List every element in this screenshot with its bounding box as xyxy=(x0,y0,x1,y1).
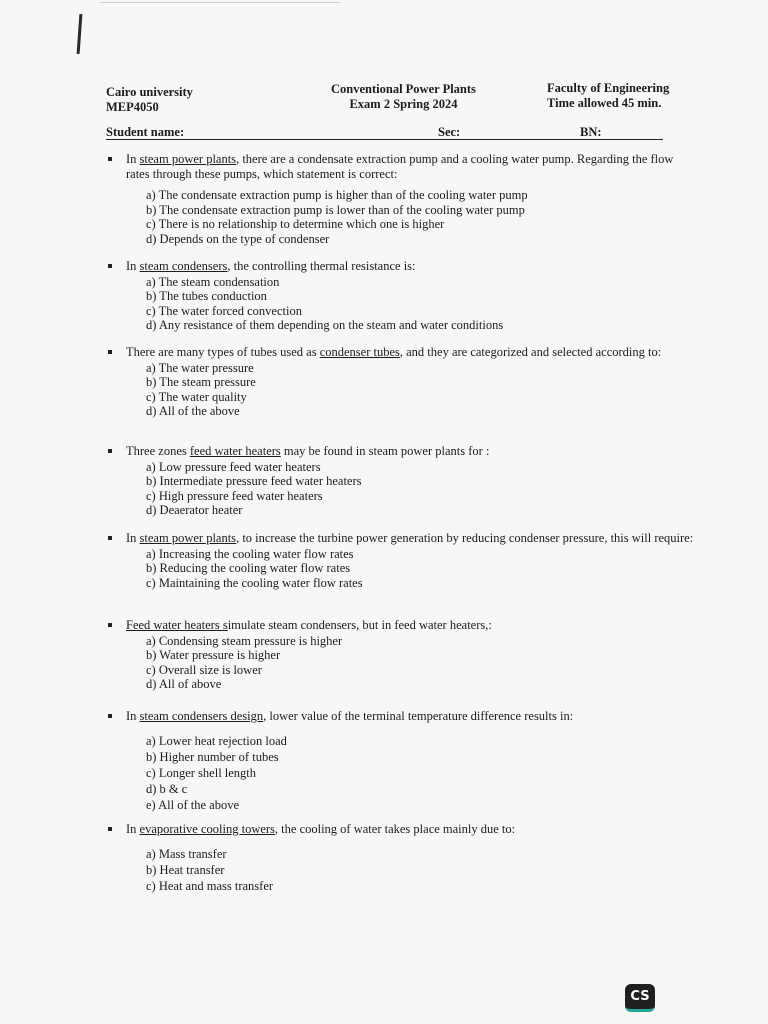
answer-option: b) Water pressure is higher xyxy=(146,648,281,662)
question-6 xyxy=(108,618,688,692)
question-stem xyxy=(108,531,701,546)
question-4 xyxy=(108,444,688,518)
question-3 xyxy=(108,345,688,419)
question-keyword: steam power plants xyxy=(139,531,237,545)
student-info-row xyxy=(106,125,663,140)
answer-option: b) Reducing the cooling water flow rates xyxy=(146,561,351,575)
question-keyword: steam condensers xyxy=(139,259,228,273)
question-text: , the controlling thermal resistance is: xyxy=(227,259,416,273)
option-list xyxy=(108,634,688,692)
bullet-icon xyxy=(108,827,112,831)
question-keyword: steam condensers design xyxy=(139,709,264,723)
answer-option: c) There is no relationship to determine which one is higher xyxy=(146,217,445,231)
option-list xyxy=(108,275,688,333)
question-text: In xyxy=(126,259,140,273)
header-left xyxy=(106,85,193,115)
bullet-icon xyxy=(108,264,112,268)
question-keyword: evaporative cooling towers xyxy=(139,822,275,836)
answer-option: c) The water quality xyxy=(146,389,247,404)
time-allowed: Time allowed 45 min. xyxy=(547,96,662,110)
answer-option: a) The steam condensation xyxy=(146,274,280,289)
option-list xyxy=(108,188,688,246)
student-name-label: Student name: xyxy=(106,125,185,139)
question-keyword: Feed water heaters s xyxy=(126,618,228,632)
answer-option: c) High pressure feed water heaters xyxy=(146,488,323,503)
answer-option: b) Heat transfer xyxy=(146,862,225,877)
answer-option: a) The condensate extraction pump is higher than of the cooling water pump xyxy=(146,188,528,202)
question-stem xyxy=(108,618,688,633)
answer-option: c) Overall size is lower xyxy=(146,662,262,677)
answer-option: d) All of above xyxy=(146,677,222,691)
question-text: In xyxy=(126,822,140,836)
question-stem xyxy=(108,345,688,360)
question-keyword: condenser tubes xyxy=(319,345,400,359)
faculty-name: Faculty of Engineering xyxy=(547,81,670,95)
answer-option: b) Higher number of tubes xyxy=(146,749,279,764)
bullet-icon xyxy=(108,449,112,453)
question-text: In xyxy=(126,152,140,166)
answer-option: b) The tubes conduction xyxy=(146,289,267,303)
answer-option: a) The water pressure xyxy=(146,360,254,375)
camscanner-badge: CS xyxy=(625,984,655,1012)
question-stem xyxy=(108,444,688,459)
question-text: , lower value of the terminal temperature difference results in: xyxy=(263,709,574,723)
answer-option: d) b & c xyxy=(146,781,188,796)
question-text: , there are a condensate extraction pump and a cooling water pump. Regarding the flow rates through these pumps, which statement is correct: xyxy=(126,152,674,181)
course-code: MEP4050 xyxy=(106,100,159,114)
bullet-icon xyxy=(108,350,112,354)
question-text: , and they are categorized and selected according to: xyxy=(399,345,662,359)
header-center xyxy=(331,82,476,112)
answer-option: e) All of the above xyxy=(146,797,240,812)
option-list xyxy=(108,460,688,518)
answer-option: c) The water forced convection xyxy=(146,303,302,318)
question-keyword: feed water heaters xyxy=(189,444,281,458)
question-8 xyxy=(108,822,688,894)
answer-option: b) Intermediate pressure feed water heaters xyxy=(146,474,362,488)
bullet-icon xyxy=(108,157,112,161)
answer-option: d) Any resistance of them depending on the steam and water conditions xyxy=(146,318,504,332)
answer-option: a) Lower heat rejection load xyxy=(146,733,287,748)
university-name: Cairo university xyxy=(106,85,193,99)
question-7 xyxy=(108,709,688,813)
bullet-icon xyxy=(108,714,112,718)
question-5 xyxy=(108,531,701,590)
question-stem xyxy=(108,152,688,181)
answer-option: a) Increasing the cooling water flow rates xyxy=(146,546,354,561)
answer-option: a) Mass transfer xyxy=(146,846,227,861)
answer-option: a) Low pressure feed water heaters xyxy=(146,459,321,474)
option-list xyxy=(108,547,701,591)
question-stem xyxy=(108,822,688,837)
option-list xyxy=(108,361,688,419)
bench-number-label: BN: xyxy=(580,125,602,139)
header-right xyxy=(547,81,669,111)
question-stem xyxy=(108,709,688,724)
answer-option: d) Deaerator heater xyxy=(146,503,243,517)
scan-edge-line xyxy=(100,2,340,3)
question-text: Three zones xyxy=(126,444,190,458)
question-text: There are many types of tubes used as xyxy=(126,345,320,359)
answer-option: c) Heat and mass transfer xyxy=(146,878,274,893)
option-list xyxy=(108,733,688,813)
question-text: imulate steam condensers, but in feed water heaters,: xyxy=(227,618,492,632)
question-text: In xyxy=(126,531,140,545)
section-label: Sec: xyxy=(438,125,461,139)
bullet-icon xyxy=(108,623,112,627)
answer-option: b) The steam pressure xyxy=(146,375,256,389)
answer-option: c) Longer shell length xyxy=(146,765,257,780)
bullet-icon xyxy=(108,536,112,540)
course-title: Conventional Power Plants xyxy=(331,82,476,96)
answer-option: b) The condensate extraction pump is lower than of the cooling water pump xyxy=(146,202,525,217)
answer-option: d) All of the above xyxy=(146,404,240,418)
answer-option: c) Maintaining the cooling water flow rates xyxy=(146,575,363,590)
answer-option: d) Depends on the type of condenser xyxy=(146,231,330,246)
question-text: , to increase the turbine power generation by reducing condenser pressure, this will require: xyxy=(236,531,694,545)
exam-title: Exam 2 Spring 2024 xyxy=(349,97,458,111)
question-text: may be found in steam power plants for : xyxy=(280,444,490,458)
question-1 xyxy=(108,152,688,246)
question-2 xyxy=(108,259,688,333)
question-text: In xyxy=(126,709,140,723)
question-text: , the cooling of water takes place mainly due to: xyxy=(274,822,516,836)
option-list xyxy=(108,846,688,894)
question-keyword: steam power plants xyxy=(139,152,237,166)
scan-mark xyxy=(77,14,83,54)
question-stem xyxy=(108,259,688,274)
answer-option: a) Condensing steam pressure is higher xyxy=(146,633,343,648)
